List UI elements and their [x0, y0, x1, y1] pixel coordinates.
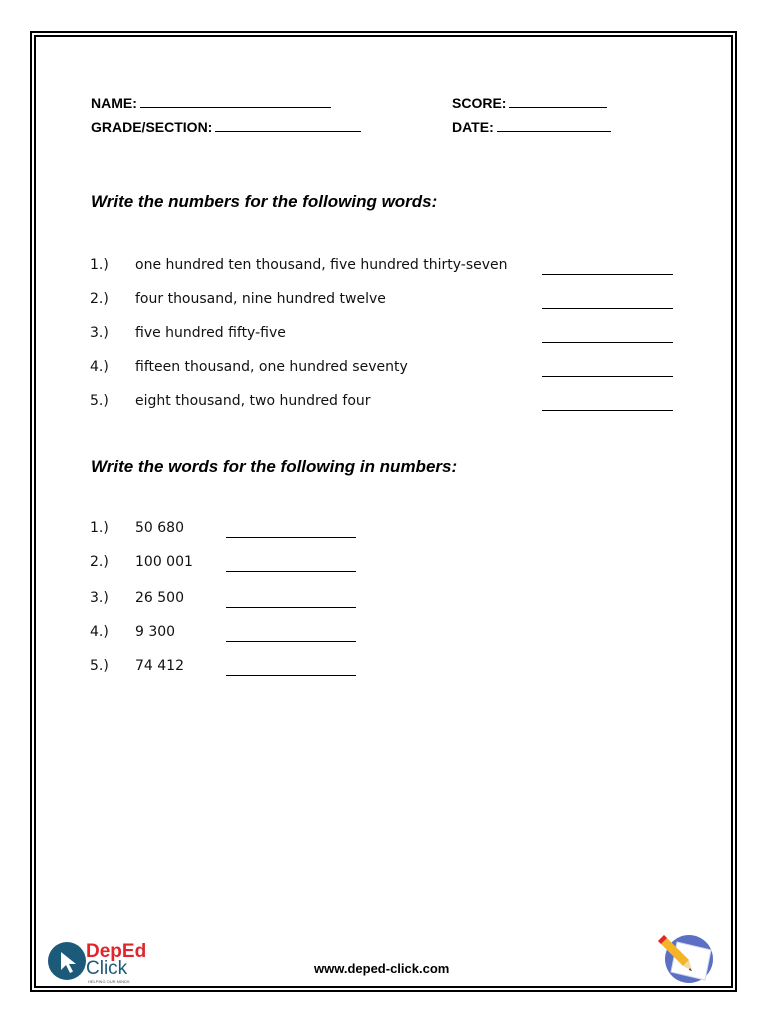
deped-click-logo [48, 942, 158, 984]
item-text: eight thousand, two hundred four [135, 393, 371, 409]
section2-title: Write the words for the following in numbers: [91, 457, 458, 476]
answer-line[interactable] [226, 522, 356, 538]
date-field [452, 118, 611, 135]
answer-line[interactable] [542, 259, 673, 275]
grade-section-blank[interactable] [215, 118, 361, 132]
logo-text-deped: DepEd [86, 941, 147, 962]
item-value: 100 001 [135, 554, 193, 570]
item-value: 50 680 [135, 520, 184, 536]
item-text: one hundred ten thousand, five hundred thirty-seven [135, 257, 508, 273]
answer-line[interactable] [542, 293, 673, 309]
score-label: SCORE: [452, 95, 507, 111]
item-number: 4.) [90, 359, 109, 375]
answer-line[interactable] [226, 660, 356, 676]
logo-tagline: HELPING OUR MINDS [88, 979, 130, 984]
section1-title: Write the numbers for the following words: [91, 192, 438, 211]
answer-line[interactable] [542, 395, 673, 411]
name-field [91, 94, 331, 111]
page-border-inner [34, 35, 733, 988]
logo-text-click: Click [86, 958, 128, 979]
grade-section-field [91, 118, 361, 135]
date-label: DATE: [452, 119, 494, 135]
item-number: 1.) [90, 520, 109, 536]
item-number: 3.) [90, 590, 109, 606]
answer-line[interactable] [226, 626, 356, 642]
cursor-icon [48, 942, 86, 980]
item-text: fifteen thousand, one hundred seventy [135, 359, 408, 375]
name-blank[interactable] [140, 94, 331, 108]
item-number: 1.) [90, 257, 109, 273]
item-text: five hundred fifty-five [135, 325, 286, 341]
item-number: 2.) [90, 291, 109, 307]
item-number: 4.) [90, 624, 109, 640]
answer-line[interactable] [542, 361, 673, 377]
item-number: 3.) [90, 325, 109, 341]
answer-line[interactable] [226, 592, 356, 608]
date-blank[interactable] [497, 118, 611, 132]
item-text: four thousand, nine hundred twelve [135, 291, 386, 307]
item-value: 74 412 [135, 658, 184, 674]
name-label: NAME: [91, 95, 137, 111]
pencil-note-icon [655, 932, 721, 986]
item-number: 2.) [90, 554, 109, 570]
answer-line[interactable] [226, 556, 356, 572]
score-blank[interactable] [509, 94, 607, 108]
answer-line[interactable] [542, 327, 673, 343]
item-value: 26 500 [135, 590, 184, 606]
item-number: 5.) [90, 658, 109, 674]
item-number: 5.) [90, 393, 109, 409]
score-field [452, 94, 607, 111]
grade-section-label: GRADE/SECTION: [91, 119, 213, 135]
item-value: 9 300 [135, 624, 176, 640]
footer-url[interactable]: www.deped-click.com [314, 961, 450, 976]
